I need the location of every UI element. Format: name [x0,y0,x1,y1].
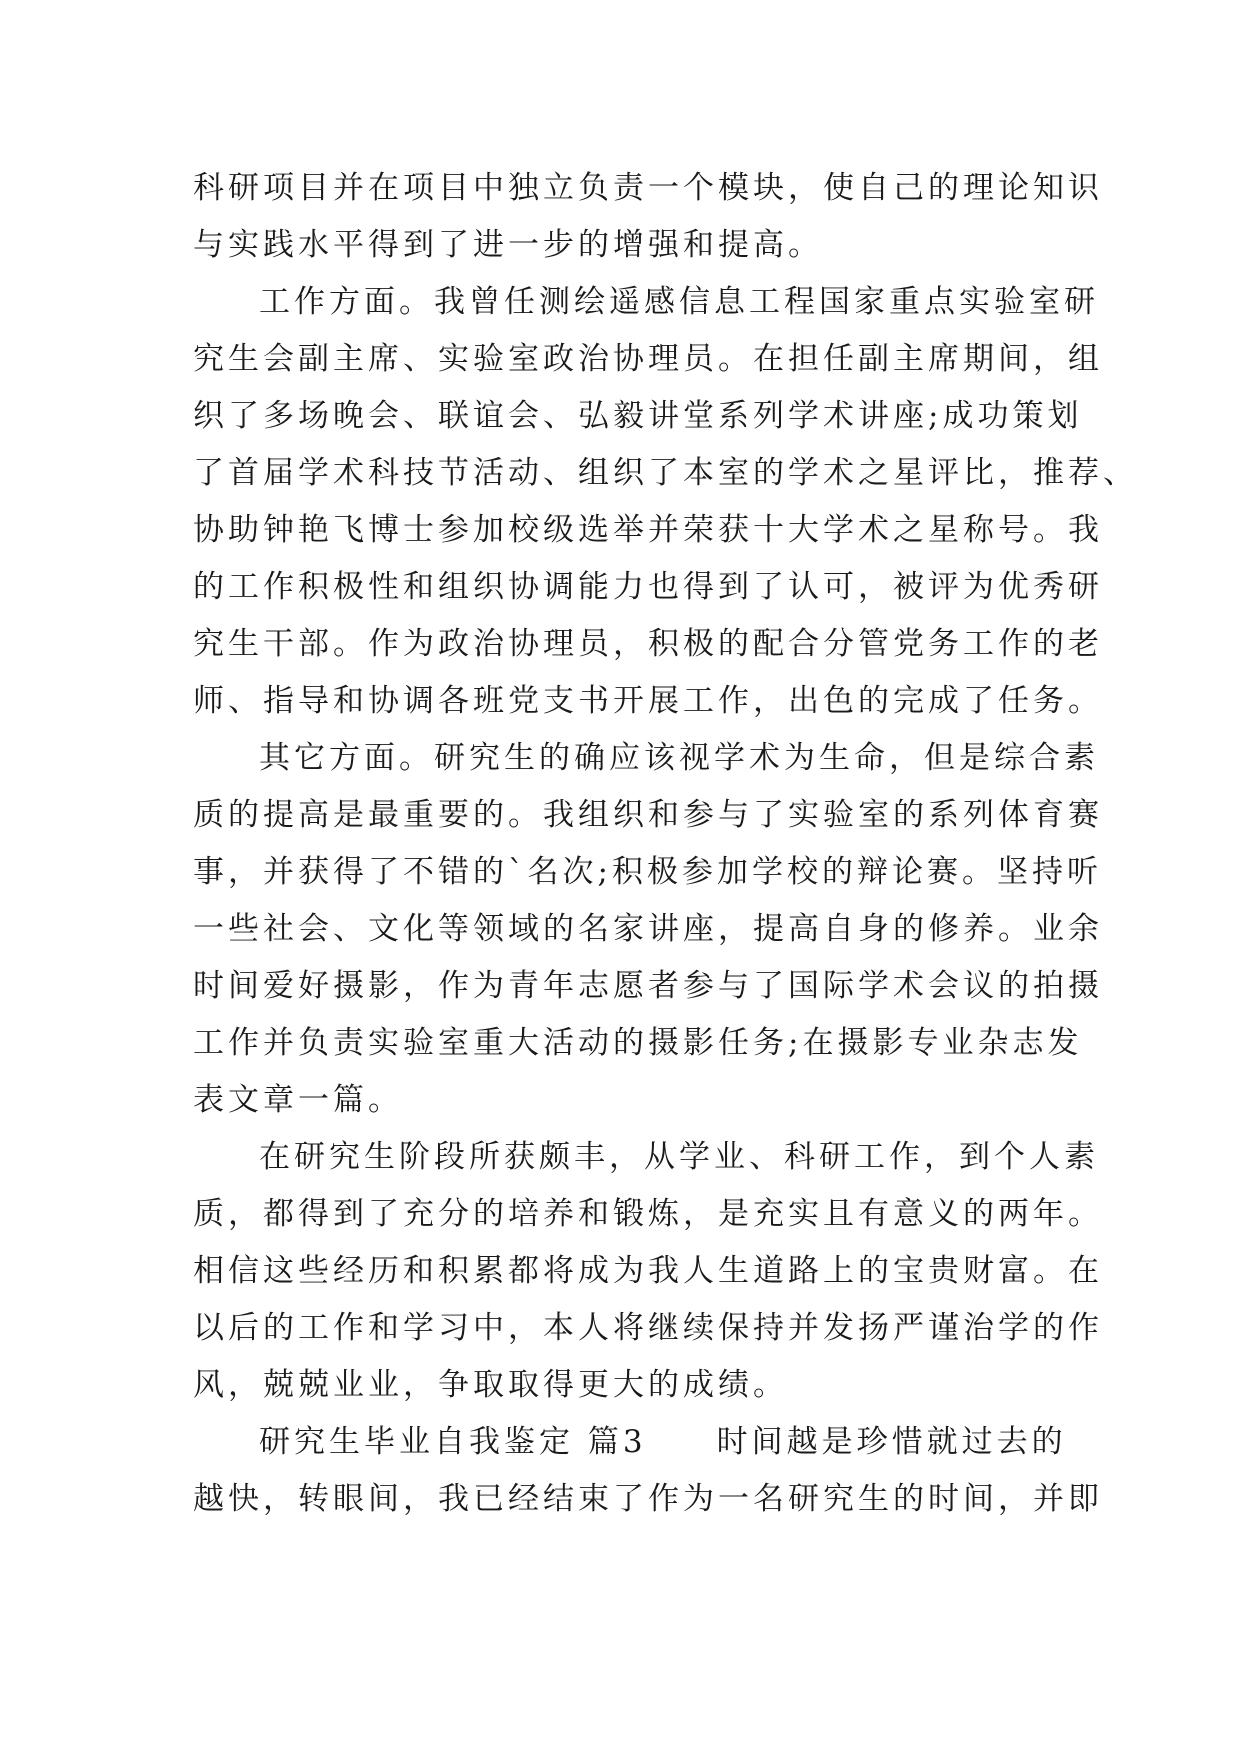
text-line: 工作并负责实验室重大活动的摄影任务;在摄影专业杂志发 [193,1025,1083,1061]
text-line: 质，都得到了充分的培养和锻炼，是充实且有意义的两年。 [193,1196,1103,1232]
text-line: 质的提高是最重要的。我组织和参与了实验室的系列体育赛 [193,797,1103,833]
text-line: 与实践水平得到了进一步的增强和提高。 [193,227,823,263]
text-line: 协助钟艳飞博士参加校级选举并荣获十大学术之星称号。我 [193,512,1103,548]
text-line: 了首届学术科技节活动、组织了本室的学术之星评比，推荐、 [193,455,1138,491]
text-line: 相信这些经历和积累都将成为我人生道路上的宝贵财富。在 [193,1253,1103,1289]
text-line: 表文章一篇。 [193,1082,403,1118]
text-line: 究生干部。作为政治协理员，积极的配合分管党务工作的老 [193,626,1103,662]
paragraph-start-line: 其它方面。研究生的确应该视学术为生命，但是综合素 [259,740,1099,776]
text-line: 以后的工作和学习中，本人将继续保持并发扬严谨治学的作 [193,1310,1103,1346]
text-line: 越快，转眼间，我已经结束了作为一名研究生的时间，并即 [193,1481,1103,1517]
text-line: 事，并获得了不错的`名次;积极参加学校的辩论赛。坚持听 [193,854,1102,890]
text-line: 科研项目并在项目中独立负责一个模块，使自己的理论知识 [193,170,1103,206]
text-line: 一些社会、文化等领域的名家讲座，提高自身的修养。业余 [193,911,1103,947]
text-line: 师、指导和协调各班党支书开展工作，出色的完成了任务。 [193,683,1103,719]
text-line: 究生会副主席、实验室政治协理员。在担任副主席期间，组 [193,341,1103,377]
text-line: 时间爱好摄影，作为青年志愿者参与了国际学术会议的拍摄 [193,968,1103,1004]
text-line: 风，兢兢业业，争取取得更大的成绩。 [193,1367,788,1403]
paragraph-start-line: 在研究生阶段所获颇丰，从学业、科研工作，到个人素 [259,1139,1099,1175]
document-body [193,160,1138,1528]
paragraph-start-line: 工作方面。我曾任测绘遥感信息工程国家重点实验室研 [259,284,1099,320]
text-line: 的工作积极性和组织协调能力也得到了认可，被评为优秀研 [193,569,1103,605]
text-line: 织了多场晚会、联谊会、弘毅讲堂系列学术讲座;成功策划 [193,398,1083,434]
section-heading-line: 研究生毕业自我鉴定 篇3 时间越是珍惜就过去的 [259,1424,1067,1460]
